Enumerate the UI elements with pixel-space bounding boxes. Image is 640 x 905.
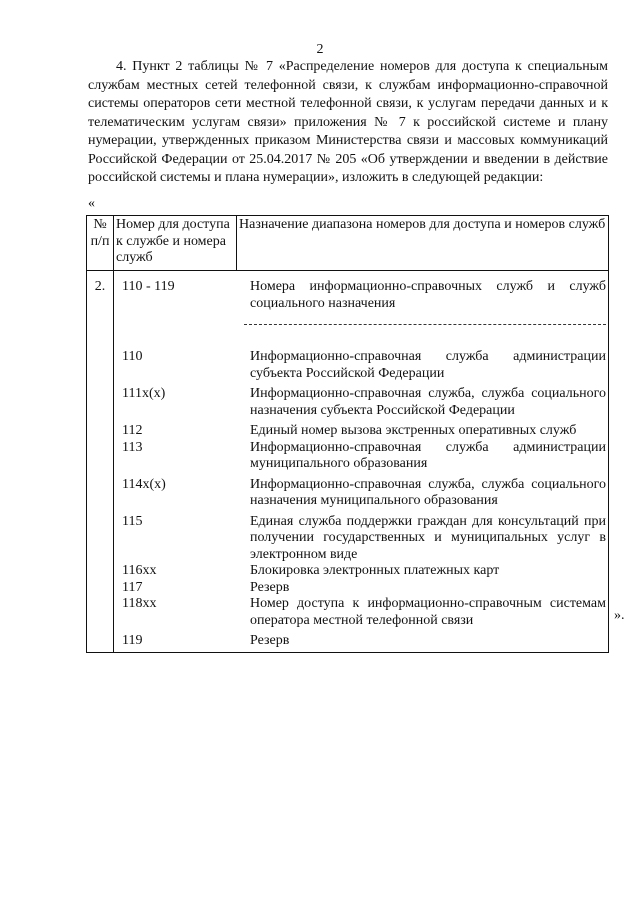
open-quote: « — [88, 196, 95, 211]
item-description: Резерв — [250, 579, 290, 595]
range-description: Номера информационно-справочных служб и служб социального назначения — [250, 279, 606, 311]
table-header-row — [87, 216, 609, 271]
item-description: Информационно-справочная служба, служба социального назначения субъекта Российской Федерации — [250, 386, 606, 418]
item-number: 119 — [122, 633, 143, 648]
item-description: Резерв — [250, 633, 290, 648]
table-row — [87, 271, 609, 653]
item-number: 110 — [122, 349, 143, 364]
item-number: 116xx — [122, 563, 157, 578]
page-number: 2 — [316, 42, 324, 57]
item-number: 113 — [122, 439, 143, 455]
intro-paragraph: 4. Пункт 2 таблицы № 7 «Распределение номеров для доступа к специальным службам местных сетей телефонной связи, к службам информационно-справочной системы операторов сети местной телефонной связи, к услугам передачи данных и к телематическим услугам связи» приложения № 7 к российской системе и плану нумерации, утвержденных приказом Министерства связи и массовых коммуникаций Российской Федерации от 25.04.2017 № 205 «Об утверждении и введении в действие российской системы и плана нумерации», изложить в следующей редакции: — [88, 59, 608, 185]
header-purpose: Назначение диапазона номеров для доступа и номеров служб — [237, 216, 609, 271]
item-description: Номер доступа к информационно-справочным системам оператора местной телефонной связи — [250, 596, 606, 628]
dashed-separator — [244, 314, 606, 325]
item-description: Информационно-справочная служба администрации муниципального образования — [250, 439, 606, 471]
item-number: 111x(x) — [122, 386, 166, 401]
header-number: Номер для доступа к службе и номера служб — [114, 216, 237, 271]
range-number: 110 - 119 — [122, 279, 175, 294]
item-number: 118xx — [122, 596, 157, 611]
item-description: Информационно-справочная служба, служба социального назначения муниципального образования — [250, 476, 606, 508]
item-number: 115 — [122, 513, 143, 529]
item-description: Блокировка электронных платежных карт — [250, 563, 500, 578]
row-number-cell: 2. — [87, 271, 114, 653]
list-item — [116, 477, 606, 510]
list-item — [116, 633, 606, 650]
numbering-table — [86, 215, 609, 653]
list-item — [116, 514, 606, 564]
item-description: Единая служба поддержки граждан для консультаций при получении государственных и муниципальных услуг в электронном виде — [250, 513, 606, 562]
item-description: Информационно-справочная служба администрации субъекта Российской Федерации — [250, 349, 606, 381]
list-item — [116, 386, 606, 419]
item-number: 114x(x) — [122, 476, 166, 492]
header-no: № п/п — [87, 216, 114, 271]
close-quote: ». — [614, 608, 625, 623]
separator-line — [116, 312, 606, 335]
row-content-cell — [114, 271, 609, 653]
item-number: 117 — [122, 579, 143, 595]
item-number: 112 — [122, 423, 143, 438]
list-item — [116, 580, 606, 597]
list-item — [116, 440, 606, 473]
range-line — [116, 279, 606, 312]
list-item — [116, 596, 606, 629]
list-item — [116, 563, 606, 580]
list-item — [116, 349, 606, 382]
list-item — [116, 423, 606, 440]
item-description: Единый номер вызова экстренных оперативных служб — [250, 423, 577, 438]
